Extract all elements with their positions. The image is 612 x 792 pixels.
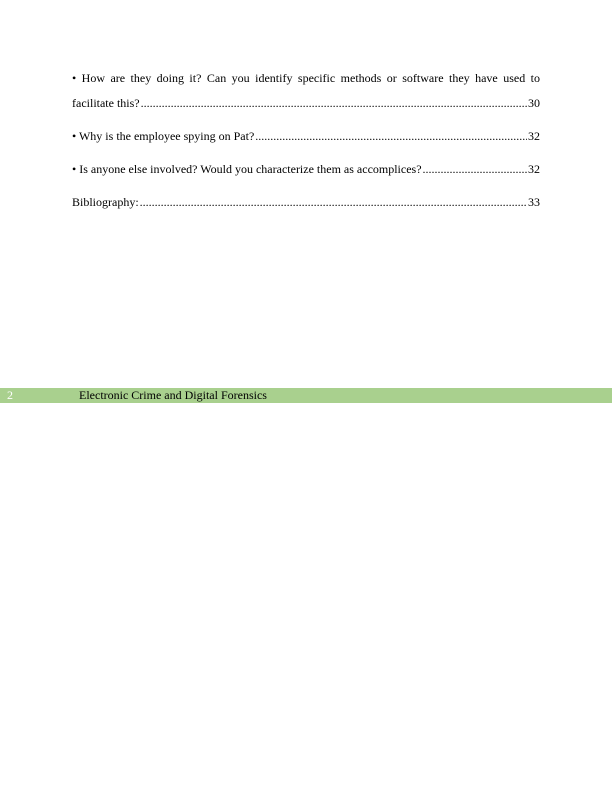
toc-entry-methods-text: facilitate this? — [72, 96, 140, 110]
dot-leader — [423, 157, 527, 181]
toc-entry-page-number: 32 — [528, 129, 540, 143]
toc-entry-accomplices[interactable] — [72, 157, 540, 190]
toc-entry-page-number: 33 — [528, 195, 540, 209]
footer-document-title: Electronic Crime and Digital Forensics — [79, 388, 267, 402]
toc-entry-why-spying[interactable] — [72, 124, 540, 157]
footer-page-number: 2 — [7, 388, 13, 402]
table-of-contents — [72, 66, 540, 223]
toc-entry-accomplices-text: • Is anyone else involved? Would you characterize them as accomplices? — [72, 162, 422, 176]
dot-leader — [141, 91, 527, 115]
dot-leader — [255, 124, 527, 148]
toc-entry-bibliography-text: Bibliography: — [72, 195, 139, 209]
toc-entry-methods-text-line-1: • How are they doing it? Can you identify specific methods or software they have used to — [72, 71, 540, 85]
toc-entry-page-number: 32 — [528, 162, 540, 176]
page-footer — [0, 388, 612, 403]
dot-leader — [140, 190, 527, 214]
toc-entry-methods-line-1 — [72, 66, 540, 91]
toc-entry-bibliography[interactable] — [72, 190, 540, 223]
toc-entry-methods[interactable] — [72, 91, 540, 124]
toc-entry-page-number: 30 — [528, 96, 540, 110]
toc-entry-why-spying-text: • Why is the employee spying on Pat? — [72, 129, 255, 143]
